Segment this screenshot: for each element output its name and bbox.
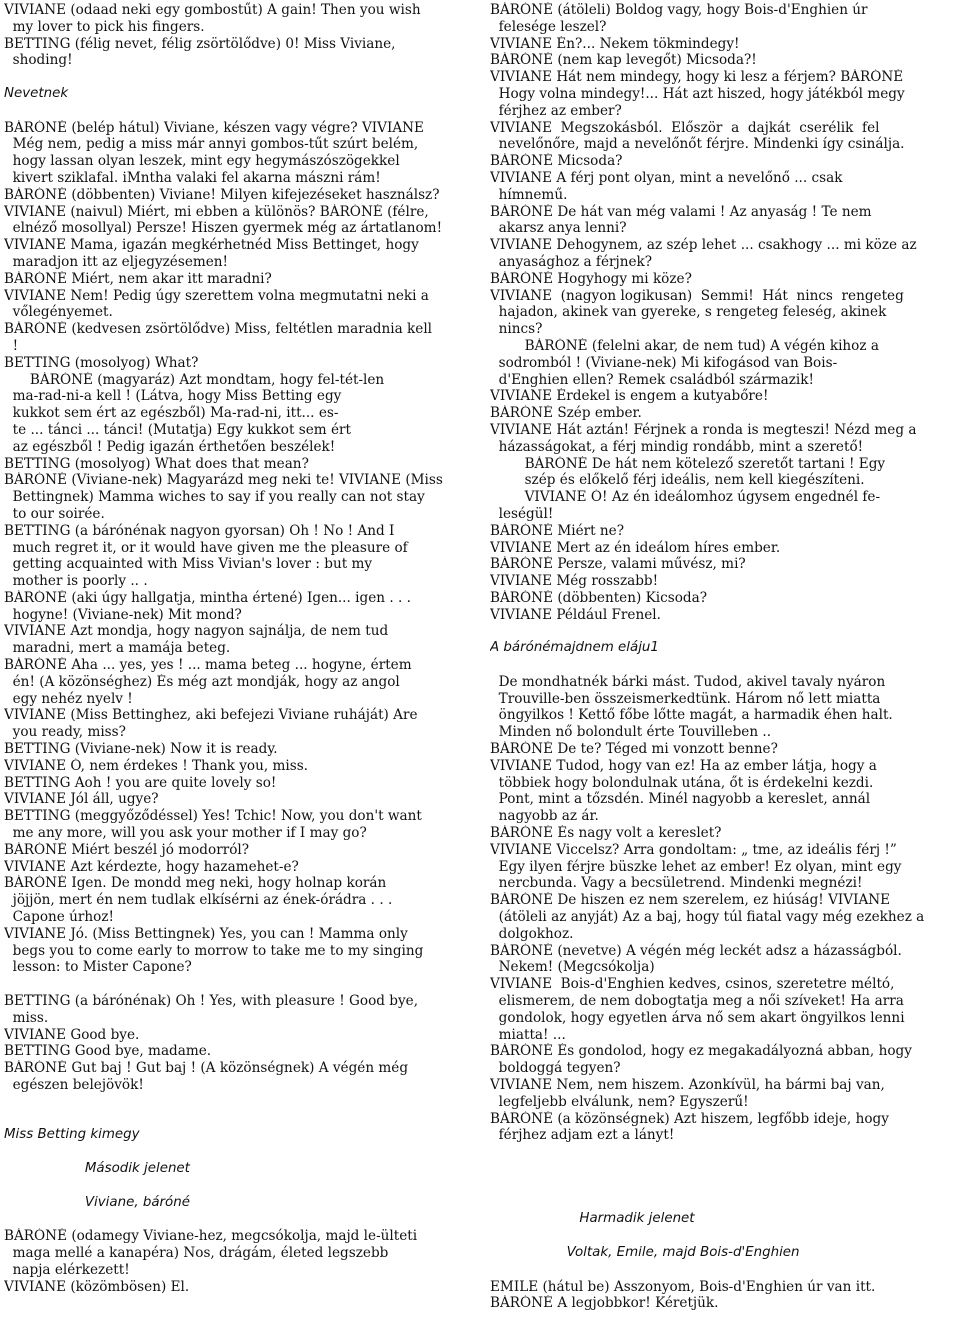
text-line: BÁRÓNÉ Miért beszél jó modorról? xyxy=(4,841,250,858)
text-line: BÁRÓNÉ De hát van még valami ! Az anyaság ! Te nem xyxy=(490,203,872,220)
text-line: BETTING Aoh ! you are quite lovely so! xyxy=(4,774,277,791)
text-line: nevelőnőre, majd a nevelőnőt férjre. Mindenki így csinálja. xyxy=(490,136,905,153)
text-line: BÁRÓNÉ Miért ne? xyxy=(490,522,625,539)
text-line: gondolok, hogy egyetlen árva nő sem akart öngyilkos lenni xyxy=(490,1009,905,1026)
text-line: BÁRÓNÉ Gut baj ! Gut baj ! (A közönségnek) A végén még xyxy=(4,1060,409,1077)
text-line: me any more, will you ask your mother if I may go? xyxy=(4,825,367,842)
text-line xyxy=(490,623,956,640)
text-line: VIVIANE Hát nem mindegy, hogy ki lesz a férjem? BÁRÓNÉ xyxy=(490,69,904,86)
text-line: nagyobb az ár. xyxy=(490,808,599,825)
text-line: BÁRÓNÉ Hogyhogy mi köze? xyxy=(490,270,692,287)
text-line: Még nem, pedig a miss már annyi gombos-tűt szúrt belém, xyxy=(4,136,419,153)
text-line: leségül! xyxy=(490,505,554,522)
text-line: felesége leszel? xyxy=(490,18,607,35)
text-line: maradni, mert a mamája beteg. xyxy=(4,640,231,657)
text-line: VIVIANE Azt mondja, hogy nagyon sajnálja, de nem tud xyxy=(4,623,389,640)
text-line: VIVIANE Viccelsz? Arra gondoltam: „ tme, az ideális férj !” xyxy=(490,841,897,858)
text-line: VIVIANE A férj pont olyan, mint a nevelőnő ... csak xyxy=(490,169,843,186)
text-line: VIVIANE Én?... Nekem tökmindegy! xyxy=(490,35,740,52)
text-line: VIVIANE Good bye. xyxy=(4,1026,140,1043)
text-line: VIVIANE Például Frenel. xyxy=(490,606,661,623)
text-line: lesson: to Mister Capone? xyxy=(4,959,192,976)
text-line: szép és előkelő férj ideális, nem kell kiegészíteni. xyxy=(490,472,865,489)
text-line: BÁRÓNÉ Szép ember. xyxy=(490,405,642,422)
text-line: BÁRÓNÉ (felelni akar, de nem tud) A végén kihoz a xyxy=(490,337,879,354)
text-line: anyasághoz a férjnek? xyxy=(490,253,653,270)
text-line: much regret it, or it would have given me the pleasure of xyxy=(4,539,408,556)
text-line: mother is poorly .. . xyxy=(4,573,148,590)
text-line: ma-rad-ni-a kell ! (Látva, hogy Miss Betting egy xyxy=(4,388,342,405)
text-line: elismerem, de nem dobogtatja meg a női szíveket! Ha arra xyxy=(490,993,904,1010)
text-line: BÁRÓNÉ (döbbenten) Viviane! Milyen kifejezéseket használsz? xyxy=(4,186,440,203)
text-line xyxy=(4,1094,470,1111)
text-line: akarsz anya lenni? xyxy=(490,220,627,237)
text-line: elnéző mosollyal) Persze! Hiszen gyermek még az ártatlanom! xyxy=(4,220,443,237)
text-line: nercbunda. Vagy a becsületrend. Mindenki megnézi! xyxy=(490,875,863,892)
text-line: Trouville-ben összeismerkedtünk. Három nő lett miatta xyxy=(490,690,881,707)
text-line: miss. xyxy=(4,1009,49,1026)
text-line: shoding! xyxy=(4,52,73,69)
text-line: hogy lassan olyan leszek, mint egy hegymászószögekkel xyxy=(4,153,400,170)
text-line: én! (A közönséghez) És még azt mondják, hogy az angol xyxy=(4,673,400,690)
text-line: BÁRÓNÉ Persze, valami művész, mi? xyxy=(490,556,746,573)
text-line: VIVIANE (közömbösen) El. xyxy=(4,1278,190,1295)
text-line: VIVIANE Nem! Pedig úgy szerettem volna megmutatni neki a xyxy=(4,287,429,304)
text-line: BÁRÓNÉ Miért, nem akar itt maradni? xyxy=(4,270,272,287)
text-line: BETTING (meggyőződéssel) Yes! Tchic! Now, you don't want xyxy=(4,808,422,825)
text-line: VIVIANE Érdekel is engem a kutyabőre! xyxy=(490,388,769,405)
text-line: Egy ilyen férjre büszke lehet az ember! Ez olyan, mint egy xyxy=(490,858,902,875)
right-column xyxy=(490,2,956,1312)
text-line: my lover to pick his fingers. xyxy=(4,18,205,35)
text-line: dolgokhoz. xyxy=(490,925,574,942)
text-line xyxy=(490,1161,956,1178)
text-line: hímnemű. xyxy=(490,186,568,203)
text-line: vőlegényemet. xyxy=(4,304,113,321)
text-line xyxy=(490,1144,956,1161)
text-line: férjhez adjam ezt a lányt! xyxy=(490,1127,675,1144)
text-line: hajadon, akinek van gyereke, s rengeteg feleség, akinek xyxy=(490,304,887,321)
text-line: BETTING (mosolyog) What does that mean? xyxy=(4,455,309,472)
text-line: sodromból ! (Viviane-nek) Mi kifogásod van Bois- xyxy=(490,354,838,371)
text-line xyxy=(490,1195,956,1212)
text-line: BETTING (mosolyog) What? xyxy=(4,354,199,371)
text-line: kivert sziklafal. iMntha valaki fel akarna mászni rám! xyxy=(4,169,381,186)
left-column xyxy=(4,2,470,1295)
text-line: BÁRÓNÉ (Viviane-nek) Magyarázd meg neki te! VIVIANE (Miss xyxy=(4,472,443,489)
text-line: BÁRÓNÉ (átöleli) Boldog vagy, hogy Bois-d'Enghien úr xyxy=(490,2,868,18)
text-line: VIVIANE Ó, nem érdekes ! Thank you, miss. xyxy=(4,757,308,774)
text-line xyxy=(4,1111,470,1128)
text-line: VIVIANE Azt kérdezte, hogy hazamehet-e? xyxy=(4,858,299,875)
text-line xyxy=(4,1178,470,1195)
text-line: öngyilkos ! Kettő főbe lőtte magát, a harmadik éhen halt. xyxy=(490,707,893,724)
text-line: BETTING (a bárónénak) Oh ! Yes, with pleasure ! Good bye, xyxy=(4,993,419,1010)
text-line: napja elérkezett! xyxy=(4,1261,130,1278)
text-line: VIVIANE Tudod, hogy van ez! Ha az ember látja, hogy a xyxy=(490,757,877,774)
text-line xyxy=(490,657,956,674)
text-line: BÁRÓNÉ Aha ... yes, yes ! ... mama beteg ... hogyne, értem xyxy=(4,657,412,674)
text-line: az egészből ! Pedig igazán érthetően beszélek! xyxy=(4,438,336,455)
text-line: miatta! ... xyxy=(490,1026,566,1043)
text-line: Minden nő bolondult érte Touvilleben .. xyxy=(490,724,772,741)
text-line: BETTING (félig nevet, félig zsörtölődve) 0! Miss Viviane, xyxy=(4,35,396,52)
text-line: Miss Betting kimegy xyxy=(4,1127,140,1143)
text-line: Viviane, báróné xyxy=(4,1194,190,1210)
text-line xyxy=(4,1144,470,1161)
text-line: getting acquainted with Miss Vivian's lover : but my xyxy=(4,556,373,573)
text-line: BÁRÓNÉ (nem kap levegőt) Micsoda?! xyxy=(490,52,757,69)
text-line xyxy=(4,69,470,86)
text-line: BÁRÓNÉ (aki úgy hallgatja, mintha értené) Igen... igen . . . xyxy=(4,589,411,606)
text-line: VIVIANE (odaad neki egy gombostűt) A gain! Then you wish xyxy=(4,2,421,18)
text-line: BETTING Good bye, madame. xyxy=(4,1043,212,1060)
text-line: BÁRÓNÉ De te? Téged mi vonzott benne? xyxy=(490,741,778,758)
text-line: BÁRÓNÉ És nagy volt a kereslet? xyxy=(490,825,722,842)
text-line: A bárónémajdnem eláju1 xyxy=(490,640,659,656)
text-line: egészen belejövök! xyxy=(4,1077,144,1093)
text-line: VIVIANE Még rosszabb! xyxy=(490,573,659,590)
text-line xyxy=(4,103,470,120)
text-line: VIVIANE (Miss Bettinghez, aki befejezi Viviane ruháját) Are xyxy=(4,707,418,724)
text-line: VIVIANE Dehogynem, az szép lehet ... csakhogy ... mi köze az xyxy=(490,237,917,254)
text-line: BÁRÓNÉ (döbbenten) Kicsoda? xyxy=(490,589,707,606)
text-line xyxy=(4,1211,470,1228)
text-line: ! xyxy=(4,337,19,354)
text-line: EMILE (hátul be) Asszonyom, Bois-d'Enghien úr van itt. xyxy=(490,1278,876,1295)
text-line: Nevetnek xyxy=(4,85,69,101)
text-line xyxy=(490,1262,956,1279)
text-line: házasságokat, a férj mindig rondább, mint a szerető! xyxy=(490,438,864,455)
text-line: VIVIANE Jól áll, ugye? xyxy=(4,791,159,808)
text-line: BETTING (Viviane-nek) Now it is ready. xyxy=(4,741,278,758)
text-line: BÁRÓNÉ (magyaráz) Azt mondtam, hogy fel-tét-len xyxy=(4,371,385,388)
text-line: boldoggá tegyen? xyxy=(490,1060,621,1077)
text-line: kukkot sem ért az egészből) Ma-rad-ni, itt... es- xyxy=(4,405,339,422)
text-line: VIVIANE Jó. (Miss Bettingnek) Yes, you can ! Mamma only xyxy=(4,925,408,942)
text-line xyxy=(490,1228,956,1245)
text-line: VIVIANE Bois-d'Enghien kedves, csinos, szeretetre méltó, xyxy=(490,976,895,993)
text-line: VIVIANE Hát aztán! Férjnek a ronda is megteszi! Nézd meg a xyxy=(490,421,917,438)
text-line: VIVIANE Mert az én ideálom híres ember. xyxy=(490,539,781,556)
text-line: BÁRÓNÉ De hiszen ez nem szerelem, ez hiúság! VIVIANE xyxy=(490,892,891,909)
text-line: nincs? xyxy=(490,321,543,338)
text-line: you ready, miss? xyxy=(4,724,126,741)
text-line: Pont, mint a tőzsdén. Minél nagyobb a kereslet, annál xyxy=(490,791,871,808)
text-line: Bettingnek) Mamma wiches to say if you really can not stay xyxy=(4,489,425,506)
text-line xyxy=(490,1178,956,1195)
text-line: maradjon itt az eljegyzésemen! xyxy=(4,253,229,270)
text-line: többiek hogy bolondulnak utána, őt is érdekelni kezdi. xyxy=(490,774,874,791)
text-line: VIVIANE Nem, nem hiszem. Azonkívül, ha bármi baj van, xyxy=(490,1077,885,1093)
text-line: legfeljebb elválunk, nem? Egyszerű! xyxy=(490,1093,749,1110)
text-line: Második jelenet xyxy=(4,1160,190,1176)
text-line xyxy=(4,976,470,993)
text-line: BÁRÓNÉ És gondolod, hogy ez megakadályozná abban, hogy xyxy=(490,1043,912,1060)
text-line: jöjjön, mert én nem tudlak elkísérni az ének-órádra . . . xyxy=(4,892,393,909)
text-line: BÁRÓNÉ (belép hátul) Viviane, készen vagy végre? VIVIANE xyxy=(4,119,424,136)
text-line: VIVIANE (naivul) Miért, mi ebben a különös? BÁRÓNÉ (félre, xyxy=(4,203,429,220)
text-line: begs you to come early to morrow to take me to my singing xyxy=(4,942,424,959)
text-line: BÁRÓNÉ (nevetve) A végén még leckét adsz a házasságból. xyxy=(490,942,902,959)
text-line: VIVIANE Mama, igazán megkérhetnéd Miss Bettinget, hogy xyxy=(4,237,419,254)
text-line: BÁRÓNÉ (kedvesen zsörtölődve) Miss, feltétlen maradnia kell xyxy=(4,321,433,338)
text-line: VIVIANE Ó! Az én ideálomhoz úgysem engednél fe- xyxy=(490,489,881,506)
text-line: Hogy volna mindegy!... Hát azt hiszed, hogy játékból megy xyxy=(490,85,905,102)
text-line: Harmadik jelenet xyxy=(490,1211,695,1227)
text-line: De mondhatnék bárki mást. Tudod, akivel tavaly nyáron xyxy=(490,673,886,690)
text-line: hogyne! (Viviane-nek) Mit mond? xyxy=(4,606,242,623)
text-line: BETTING (a bárónénak nagyon gyorsan) Oh ! No ! And I xyxy=(4,522,395,539)
text-line: BÁRÓNÉ De hát nem kötelező szeretőt tartani ! Egy xyxy=(490,455,886,472)
text-line: Nekem! (Megcsókolja) xyxy=(490,959,655,976)
text-line: te ... tánci ... tánci! (Mutatja) Egy kukkot sem ért xyxy=(4,421,351,438)
text-line: egy nehéz nyelv ! xyxy=(4,690,133,707)
text-line: to our soirée. xyxy=(4,505,105,522)
text-line: férjhez az ember? xyxy=(490,102,622,119)
text-line: Voltak, Emile, majd Bois-d'Enghien xyxy=(490,1244,800,1260)
text-line: maga mellé a kanapéra) Nos, drágám, életed legszebb xyxy=(4,1244,389,1261)
text-line: BÁRÓNÉ Igen. De mondd meg neki, hogy holnap korán xyxy=(4,875,387,892)
text-line: (átöleli az anyját) Az a baj, hogy túl fiatal vagy még ezekhez a xyxy=(490,909,925,926)
text-line: VIVIANE Megszokásból. Először a dajkát cserélik fel xyxy=(490,119,880,136)
text-line: BÁRÓNÉ (a közönségnek) Azt hiszem, legfőbb ideje, hogy xyxy=(490,1110,889,1127)
text-line: VIVIANE (nagyon logikusan) Semmi! Hát nincs rengeteg xyxy=(490,287,904,304)
text-line: d'Enghien ellen? Remek családból származik! xyxy=(490,371,814,388)
text-line: BÁRÓNÉ A legjobbkor! Kéretjük. xyxy=(490,1295,719,1312)
text-line: BÁRÓNÉ (odamegy Viviane-hez, megcsókolja, majd le-ülteti xyxy=(4,1228,418,1245)
text-line: Capone úrhoz! xyxy=(4,909,114,926)
text-line: BÁRÓNÉ Micsoda? xyxy=(490,153,623,170)
